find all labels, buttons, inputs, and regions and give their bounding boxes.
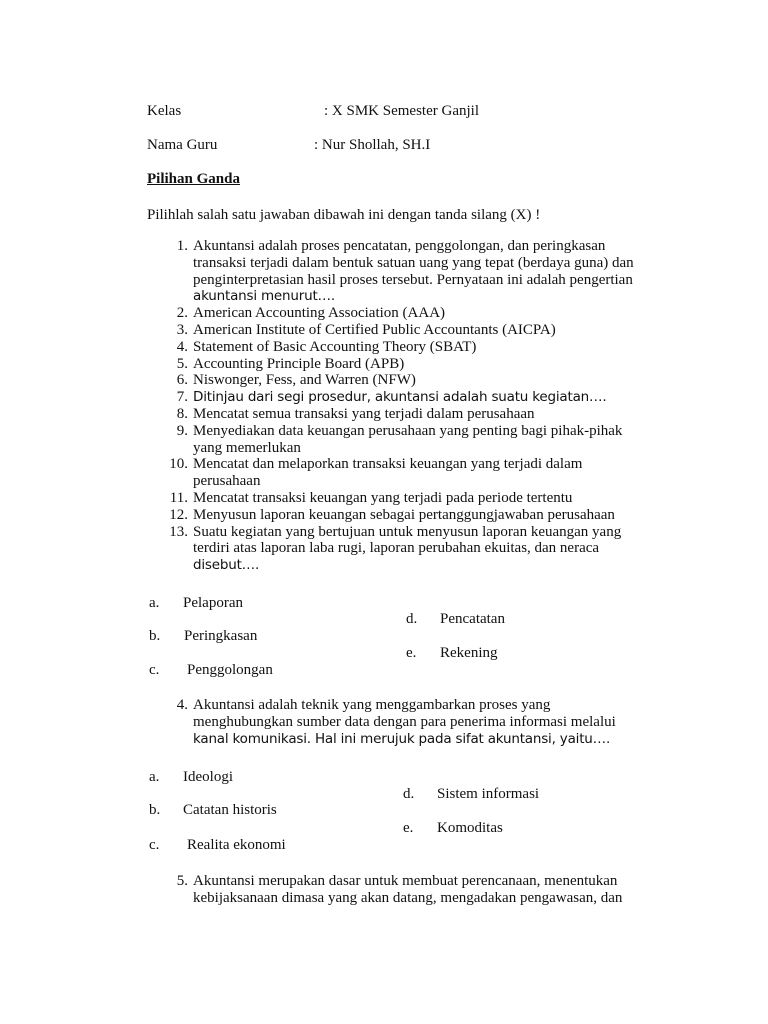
option-c-text: Realita ekonomi bbox=[187, 837, 286, 853]
question-number: 5. bbox=[176, 355, 188, 372]
option-e-letter: e. bbox=[403, 820, 414, 836]
question-number: 12. bbox=[169, 506, 188, 523]
question-number: 4. bbox=[176, 697, 188, 713]
section-title: Pilihan Ganda bbox=[147, 171, 240, 187]
question-number: 7. bbox=[176, 389, 188, 406]
question-line: Suatu kegiatan yang bertujuan untuk menyusun laporan keuangan yang bbox=[193, 523, 622, 540]
option-b-letter: b. bbox=[149, 628, 161, 644]
question-number: 13. bbox=[169, 523, 188, 540]
question-item bbox=[169, 456, 634, 490]
question-item bbox=[169, 506, 634, 524]
option-c-letter: c. bbox=[149, 662, 160, 678]
question-line: menghubungkan sumber data dengan para penerima informasi melalui bbox=[193, 713, 616, 730]
option-c-text: Penggolongan bbox=[187, 662, 273, 678]
question-line: perusahaan bbox=[193, 473, 261, 490]
option-e-letter: e. bbox=[406, 645, 417, 661]
question-item bbox=[169, 523, 634, 574]
question-number: 3. bbox=[176, 321, 188, 338]
question-item bbox=[176, 355, 634, 373]
guru-label: Nama Guru bbox=[147, 137, 218, 153]
question-5 bbox=[176, 873, 623, 907]
question-line: Menyediakan data keuangan perusahaan yang penting bagi pihak-pihak bbox=[193, 422, 623, 439]
question-item bbox=[176, 389, 634, 406]
kelas-label: Kelas bbox=[147, 103, 182, 119]
question-list bbox=[169, 238, 634, 574]
question-line: Akuntansi adalah proses pencatatan, penggolongan, dan peringkasan bbox=[193, 238, 606, 254]
option-d-letter: d. bbox=[403, 786, 415, 802]
question-line: disebut…. bbox=[193, 557, 260, 574]
question-item bbox=[176, 338, 634, 356]
question-item bbox=[176, 422, 634, 457]
question-line: Menyusun laporan keuangan sebagai pertanggungjawaban perusahaan bbox=[193, 506, 615, 523]
guru-value: : Nur Shollah, SH.I bbox=[314, 137, 431, 153]
question-line: akuntansi menurut…. bbox=[193, 288, 335, 305]
question-number: 1. bbox=[176, 238, 188, 254]
question-line: Statement of Basic Accounting Theory (SBAT) bbox=[193, 338, 477, 355]
question-number: 10. bbox=[169, 456, 188, 473]
question-item bbox=[176, 238, 634, 305]
option-c-letter: c. bbox=[149, 837, 160, 853]
question-line: Ditinjau dari segi prosedur, akuntansi adalah suatu kegiatan…. bbox=[193, 389, 607, 406]
question-line: American Institute of Certified Public Accountants (AICPA) bbox=[193, 321, 556, 338]
option-b-text: Catatan historis bbox=[183, 802, 277, 818]
question-number: 4. bbox=[176, 338, 188, 355]
question-item bbox=[169, 489, 634, 507]
question-line: kanal komunikasi. Hal ini merujuk pada sifat akuntansi, yaitu…. bbox=[193, 730, 611, 747]
option-e-text: Komoditas bbox=[437, 820, 503, 836]
question-number: 5. bbox=[176, 873, 188, 889]
question-line: Mencatat dan melaporkan transaksi keuangan yang terjadi dalam bbox=[193, 456, 583, 473]
question-line: kebijaksanaan dimasa yang akan datang, mengadakan pengawasan, dan bbox=[193, 889, 623, 906]
question-number: 8. bbox=[176, 405, 188, 422]
option-d-text: Sistem informasi bbox=[437, 786, 540, 802]
question-item bbox=[176, 305, 634, 322]
kelas-value: : X SMK Semester Ganjil bbox=[324, 103, 479, 119]
question-item bbox=[176, 372, 634, 389]
option-d-letter: d. bbox=[406, 611, 418, 627]
question-line: American Accounting Association (AAA) bbox=[193, 305, 446, 322]
question-line: Accounting Principle Board (APB) bbox=[193, 355, 405, 372]
question-line: Akuntansi adalah teknik yang menggambarkan proses yang bbox=[193, 697, 551, 713]
question-item bbox=[176, 405, 634, 423]
option-a-letter: a. bbox=[149, 595, 160, 611]
question-line: Mencatat semua transaksi yang terjadi dalam perusahaan bbox=[193, 405, 535, 422]
question-line: penginterpretasian hasil proses tersebut. Pernyataan ini adalah pengertian bbox=[193, 271, 633, 288]
question-item bbox=[176, 321, 634, 339]
option-b-text: Peringkasan bbox=[184, 628, 258, 644]
option-a-text: Ideologi bbox=[183, 769, 233, 785]
question-number: 6. bbox=[176, 372, 188, 389]
question-line: Mencatat transaksi keuangan yang terjadi pada periode tertentu bbox=[193, 489, 573, 506]
question-line: yang memerlukan bbox=[193, 439, 301, 456]
question-4 bbox=[176, 697, 616, 747]
question-line: transaksi terjadi dalam bentuk satuan uang yang tepat (berdaya guna) dan bbox=[193, 254, 634, 271]
option-e-text: Rekening bbox=[440, 645, 498, 661]
question-number: 9. bbox=[176, 422, 188, 439]
question-number: 11. bbox=[169, 489, 188, 506]
question-item bbox=[176, 697, 616, 747]
option-b-letter: b. bbox=[149, 802, 161, 818]
instruction-text: Pilihlah salah satu jawaban dibawah ini dengan tanda silang (X) ! bbox=[147, 207, 541, 223]
option-a-text: Pelaporan bbox=[183, 595, 243, 611]
question-number: 2. bbox=[176, 305, 188, 322]
question-line: terdiri atas laporan laba rugi, laporan perubahan ekuitas, dan neraca bbox=[193, 540, 600, 557]
option-d-text: Pencatatan bbox=[440, 611, 505, 627]
option-a-letter: a. bbox=[149, 769, 160, 785]
question-item bbox=[176, 873, 623, 907]
question-line: Akuntansi merupakan dasar untuk membuat perencanaan, menentukan bbox=[193, 873, 618, 889]
question-line: Niswonger, Fess, and Warren (NFW) bbox=[193, 372, 416, 389]
